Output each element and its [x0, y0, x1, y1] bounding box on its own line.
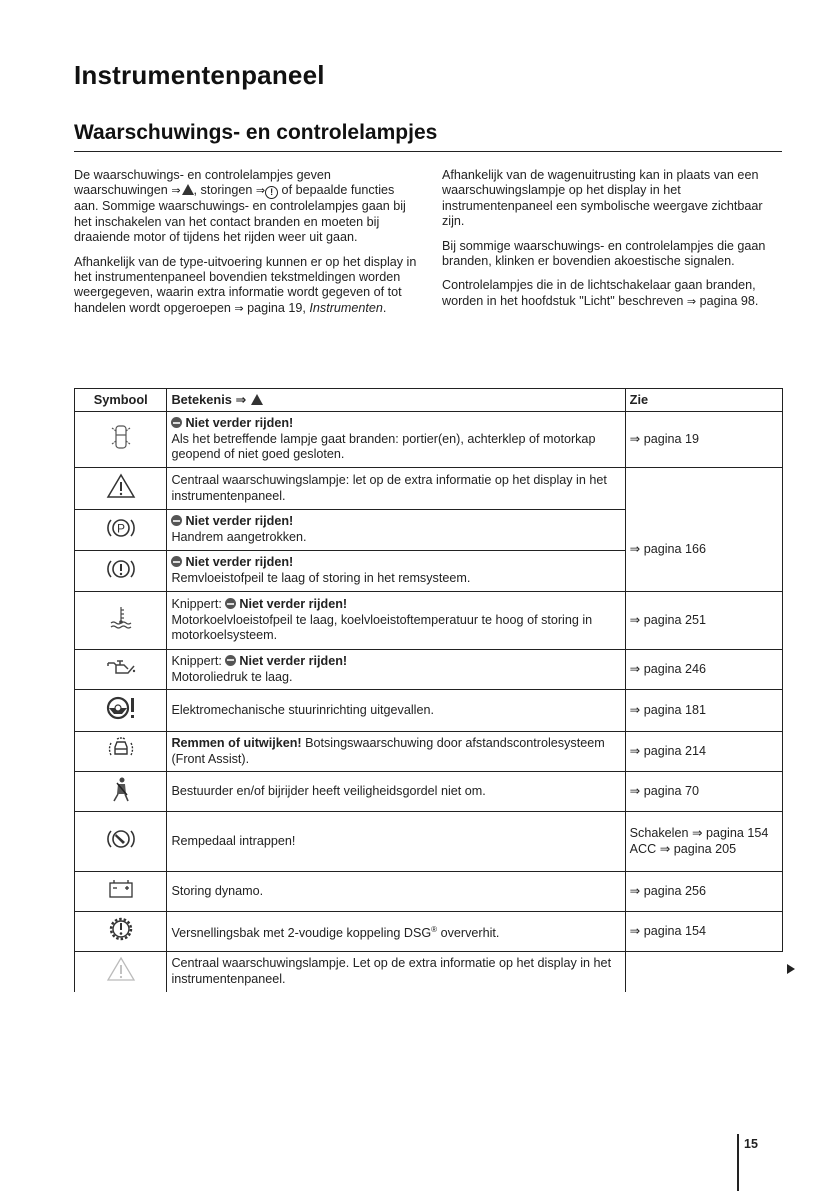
- table-row: [75, 912, 783, 952]
- stop-icon: [225, 655, 236, 666]
- continue-arrow-icon[interactable]: [787, 964, 795, 974]
- meaning-text: Motoroliedruk te laag.: [171, 669, 293, 684]
- meaning-cell: Storing dynamo.: [167, 872, 625, 912]
- page-number: 15: [744, 1137, 758, 1151]
- symbol-cell: [75, 468, 167, 510]
- meaning-text: Als het betreffende lampje gaat branden: portier(en), achterklep of motorkap geopend of niet goed gesloten.: [171, 431, 596, 462]
- symbol-cell: [75, 912, 167, 952]
- intro-text: De waarschuwings- en controlelampjes geven waarschuwingen: [74, 168, 331, 198]
- stop-icon: [171, 556, 182, 567]
- arrow-icon: ⇒: [255, 184, 266, 198]
- meaning-cell: Centraal waarschuwingslampje. Let op de extra informatie op het display in het instrumentenpaneel.: [167, 952, 625, 992]
- symbol-cell: [75, 510, 167, 551]
- warning-heading: Niet verder rijden!: [185, 514, 294, 529]
- table-header-row: [75, 389, 783, 412]
- see-cell[interactable]: ⇒ pagina 251: [625, 592, 782, 650]
- column-header-symbol: Symbool: [75, 389, 167, 412]
- meaning-text: Motorkoelvloeistofpeil te laag, koelvloeistoftemperatuur te hoog of storing in motorkoelsysteem.: [171, 612, 593, 643]
- warning-heading: Niet verder rijden!: [239, 597, 348, 612]
- meaning-cell: Centraal waarschuwingslampje: let op de extra informatie op het display in het instrumentenpaneel.: [167, 468, 625, 510]
- intro-text: Controlelampjes die in de lichtschakelaar gaan branden, worden in het hoofdstuk "Licht" beschreven: [442, 278, 756, 308]
- page-link[interactable]: pagina 19,: [243, 300, 310, 315]
- intro-text: of bepaalde functies aan. Sommige waarschuwings- en controlelampjes gaan bij het inschakelen van het contact branden en moeten bij draaiende motor of tijdens het rijden weer uit gaan.: [74, 183, 406, 245]
- see-link-shifting[interactable]: Schakelen ⇒ pagina 154: [629, 825, 769, 840]
- table-row: [75, 690, 783, 732]
- arrow-icon: ⇒: [686, 294, 697, 308]
- intro-text: Afhankelijk van de type-uitvoering kunnen er op het display in het instrumentenpaneel bovendien tekstmeldingen worden weergegeven, waarin extra informatie wordt gegeven of tot handelen wordt opgeroepen: [74, 254, 417, 315]
- see-cell[interactable]: ⇒ pagina 19: [625, 412, 782, 468]
- steering-fault-icon: [104, 694, 138, 722]
- symbol-cell: [75, 551, 167, 592]
- coolant-temperature-icon: [104, 604, 138, 632]
- gearbox-icon: [104, 915, 138, 943]
- meaning-text: Versnellingsbak met 2-voudige koppeling DSG: [171, 925, 432, 940]
- table-row: [75, 952, 783, 992]
- meaning-cell: Rempedaal intrappen!: [167, 812, 625, 872]
- table-row: [75, 412, 783, 468]
- see-cell[interactable]: ⇒ pagina 154: [625, 912, 782, 952]
- stop-icon: [171, 515, 182, 526]
- table-row: [75, 650, 783, 690]
- warning-triangle-icon: [251, 394, 263, 405]
- warning-heading: Niet verder rijden!: [185, 416, 294, 431]
- intro-paragraph-2: [74, 255, 419, 317]
- warning-heading: Niet verder rijden!: [239, 653, 348, 668]
- intro-left-column: [74, 168, 419, 325]
- see-cell: [625, 952, 782, 992]
- page-number-rule: [737, 1134, 739, 1191]
- stop-icon: [225, 598, 236, 609]
- meaning-text: oververhit.: [437, 925, 500, 940]
- symbol-cell: [75, 732, 167, 772]
- table-row: [75, 592, 783, 650]
- prefix-text: Knippert:: [171, 597, 226, 612]
- table-row: [75, 468, 783, 510]
- symbol-cell: [75, 592, 167, 650]
- meaning-cell: [167, 592, 625, 650]
- column-header-meaning: [167, 389, 625, 412]
- prefix-text: Knippert:: [171, 653, 226, 668]
- registered-mark: ®: [431, 924, 438, 934]
- see-cell[interactable]: ⇒ pagina 181: [625, 690, 782, 732]
- see-cell[interactable]: ⇒ pagina 166: [625, 510, 782, 592]
- see-cell[interactable]: ⇒ pagina 214: [625, 732, 782, 772]
- warning-triangle-icon: [182, 184, 194, 195]
- meaning-text: Remvloeistofpeil te laag of storing in het remsysteem.: [171, 571, 471, 585]
- symbol-cell: [75, 650, 167, 690]
- see-cell: [625, 468, 782, 510]
- section-divider: [74, 151, 782, 152]
- chapter-reference[interactable]: Instrumenten: [309, 300, 383, 315]
- intro-text: .: [382, 300, 387, 315]
- intro-right-column: [442, 168, 787, 318]
- table-row: [75, 510, 783, 551]
- front-assist-icon: [104, 735, 138, 763]
- see-cell[interactable]: ⇒ pagina 256: [625, 872, 782, 912]
- meaning-text: Botsingswaarschuwing door afstandscontrolesysteem (Front Assist).: [171, 735, 605, 766]
- arrow-icon: ⇒: [234, 301, 244, 315]
- table-row: [75, 732, 783, 772]
- meaning-cell: Elektromechanische stuurinrichting uitgevallen.: [167, 690, 625, 732]
- table-row: [75, 872, 783, 912]
- svg-text:P: P: [116, 521, 125, 536]
- brake-system-icon: [104, 555, 138, 583]
- meaning-cell: [167, 510, 625, 551]
- brake-pedal-icon: [104, 825, 138, 853]
- intro-text: , storingen: [193, 183, 256, 198]
- section-title: Waarschuwings- en controlelampjes: [74, 121, 438, 144]
- symbol-cell: [75, 690, 167, 732]
- door-open-icon: [104, 423, 138, 451]
- intro-paragraph-4: Bij sommige waarschuwings- en controlelampjes die gaan branden, klinken er bovendien akoestische signalen.: [442, 238, 766, 269]
- battery-icon: [104, 875, 138, 903]
- warning-lamps-table: [74, 388, 783, 992]
- meaning-cell: [167, 551, 625, 592]
- meaning-cell: [167, 650, 625, 690]
- table-row: [75, 772, 783, 812]
- intro-paragraph-3: Afhankelijk van de wagenuitrusting kan in plaats van een waarschuwingslampje op het display in het instrumentenpaneel een symbolische weergave zichtbaar zijn.: [442, 168, 763, 229]
- warning-heading: Niet verder rijden!: [185, 555, 294, 570]
- see-link-acc[interactable]: ACC ⇒ pagina 205: [629, 841, 737, 856]
- parking-brake-icon: [104, 514, 138, 542]
- page-title: Instrumentenpaneel: [74, 60, 325, 90]
- oil-pressure-icon: [104, 653, 138, 681]
- symbol-cell: [75, 772, 167, 812]
- meaning-cell: Bestuurder en/of bijrijder heeft veiligheidsgordel niet om.: [167, 772, 625, 812]
- symbol-cell: [75, 412, 167, 468]
- table-row: [75, 812, 783, 872]
- page-link[interactable]: pagina 98.: [696, 293, 759, 308]
- meaning-cell: [167, 732, 625, 772]
- see-cell: [625, 812, 782, 872]
- see-cell[interactable]: ⇒ pagina 246: [625, 650, 782, 690]
- circle-exclamation-icon: !: [265, 186, 278, 199]
- seatbelt-icon: [104, 775, 138, 803]
- column-header-meaning-label: Betekenis ⇒: [171, 392, 247, 408]
- intro-paragraph-5: [442, 278, 787, 309]
- column-header-see: Zie: [625, 389, 782, 412]
- meaning-text: Handrem aangetrokken.: [171, 530, 307, 544]
- meaning-cell: [167, 412, 625, 468]
- central-warning-icon: [104, 472, 138, 500]
- meaning-cell: [167, 912, 625, 952]
- symbol-cell: [75, 872, 167, 912]
- warning-heading: Remmen of uitwijken!: [171, 735, 302, 750]
- symbol-cell: [75, 812, 167, 872]
- arrow-icon: ⇒: [171, 184, 181, 198]
- intro-paragraph-1: [74, 168, 419, 246]
- symbol-cell: [75, 952, 167, 992]
- see-cell[interactable]: ⇒ pagina 70: [625, 772, 782, 812]
- stop-icon: [171, 417, 182, 428]
- central-warning-light-icon: [104, 955, 138, 983]
